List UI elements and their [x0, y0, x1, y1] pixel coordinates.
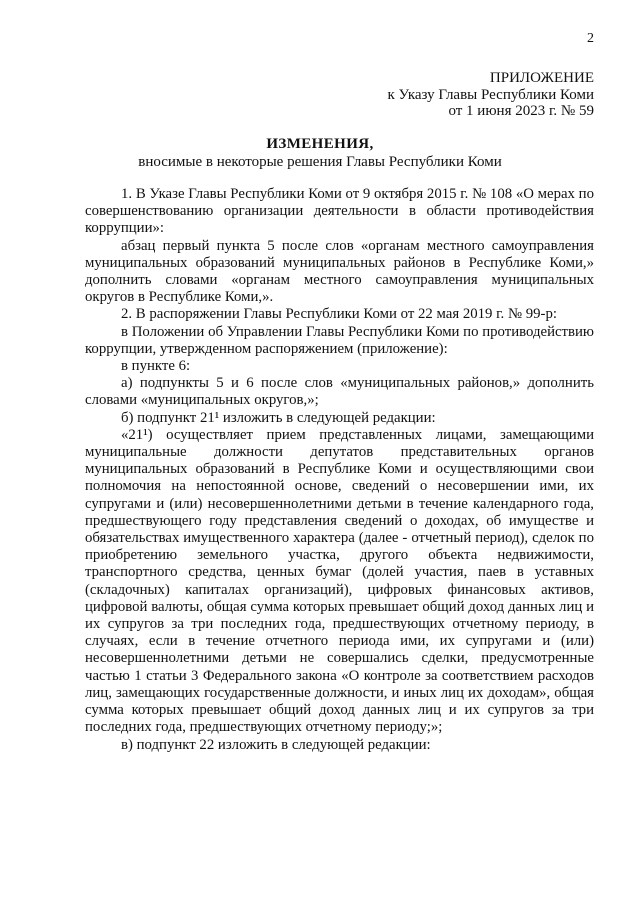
document-subtitle: вносимые в некоторые решения Главы Республики Коми	[138, 153, 502, 170]
appendix-decree-ref: к Указу Главы Республики Коми	[387, 86, 594, 103]
paragraph: в Положении об Управлении Главы Республики Коми по противодействию коррупции, утвержденном распоряжением (приложение):	[85, 323, 594, 357]
paragraph: б) подпункт 21¹ изложить в следующей редакции:	[121, 409, 436, 426]
appendix-block	[387, 70, 594, 120]
paragraph: абзац первый пункта 5 после слов «органам местного самоуправления муниципальных образований муниципальных районов в Республике Коми,» дополнить словами «органам местного самоуправления муниципальных округов в Республике Коми,».	[85, 237, 594, 306]
paragraph: «21¹) осуществляет прием представленных лицами, замещающими муниципальные должности депутатов представительных органов муниципальных образований в Республике Коми и осуществляющими свои полномочия на непостоянной основе, сведений о несовершении ими, их супругами и (или) несовершеннолетними детьми в течение календарного года, предшествующего году представления сведений о доходах, об имуществе и обязательствах имущественного характера (далее - отчетный период), сделок по приобретению земельного участка, другого объекта недвижимости, транспортного средства, ценных бумаг (долей участия, паев в уставных (складочных) капиталах организаций), цифровых финансовых активов, цифровой валюты, общая сумма которых превышает общий доход данных лиц и их супругов за три последних года, предшествующих отчетному периоду, в случаях, если в течение отчетного периода ими, их супругами и (или) несовершеннолетними детьми не совершались сделки, предусмотренные частью 1 статьи 3 Федерального закона «О контроле за соответствием расходов лиц, замещающих государственные должности, и иных лиц их доходам», общая сумма которых превышает общий доход данных лиц и их супругов за три последних года, предшествующих отчетному периоду;»;	[85, 426, 594, 736]
page-number: 2	[587, 31, 594, 46]
appendix-decree-date: от 1 июня 2023 г. № 59	[448, 103, 594, 119]
paragraph: а) подпункты 5 и 6 после слов «муниципальных районов,» дополнить словами «муниципальных округов,»;	[85, 375, 594, 409]
document-title: ИЗМЕНЕНИЯ,	[266, 136, 374, 152]
appendix-label: ПРИЛОЖЕНИЕ	[489, 70, 594, 86]
paragraph: в пункте 6:	[121, 358, 191, 375]
paragraph: 1. В Указе Главы Республики Коми от 9 октября 2015 г. № 108 «О мерах по совершенствованию организации деятельности в области противодействия коррупции»:	[85, 186, 594, 237]
paragraph: в) подпункт 22 изложить в следующей редакции:	[121, 736, 431, 753]
document-body	[85, 186, 594, 754]
paragraph: 2. В распоряжении Главы Республики Коми от 22 мая 2019 г. № 99-р:	[121, 306, 557, 323]
document-heading	[0, 136, 640, 171]
